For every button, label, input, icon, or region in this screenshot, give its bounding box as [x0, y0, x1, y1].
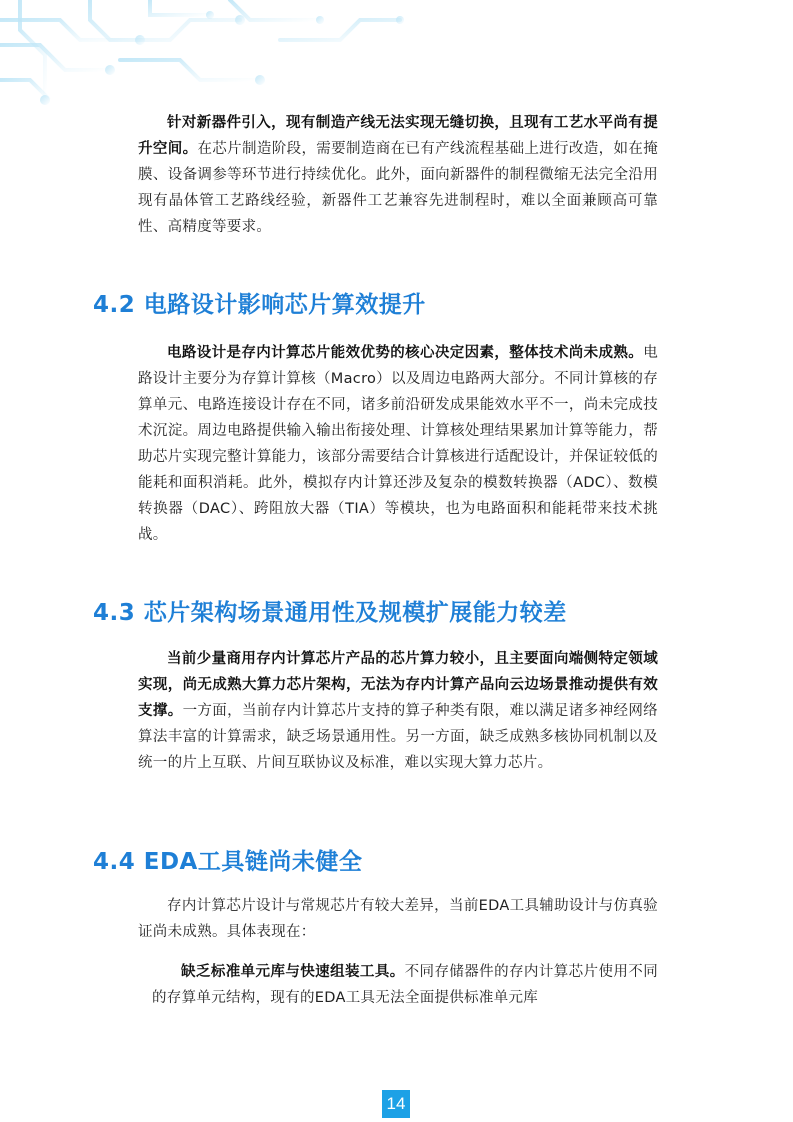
paragraph-bold-lead: 缺乏标准单元库与快速组装工具。	[181, 964, 405, 980]
paragraph-eda-intro: 存内计算芯片设计与常规芯片有较大差异，当前EDA工具辅助设计与仿真验证尚未成熟。具体表现在：	[138, 898, 658, 940]
heading-4-3: 4.3 芯片架构场景通用性及规模扩展能力较差	[93, 600, 567, 626]
paragraph-bold-lead: 针对新器件引入，现有制造产线无法实现无缝切换，且现有工艺水平尚有提升空间。	[138, 115, 658, 157]
paragraph-body: 电路设计主要分为存算计算核（Macro）以及周边电路两大部分。不同计算核的存算单元、电路连接设计存在不同，诸多前沿研发成果能效水平不一，尚未完成技术沉淀。周边电路提供输入输出衔接处理、计算核处理结果累加计算等能力，帮助芯片实现完整计算能力，该部分需要结合计算核进行适配设计，并保证较低的能耗和面积消耗。此外，模拟存内计算还涉及复杂的模数转换器（ADC）、数模转换器（DAC）、跨阻放大器（TIA）等模块，也为电路面积和能耗带来技术挑战。	[138, 345, 658, 543]
page-number: 14	[382, 1090, 410, 1118]
paragraph-circuit-design	[138, 340, 658, 548]
paragraph-body: 一方面，当前存内计算芯片支持的算子种类有限，难以满足诸多神经网络算法丰富的计算需求，缺乏场景通用性。另一方面，缺乏成熟多核协同机制以及统一的片上互联、片间互联协议及标准，难以实现大算力芯片。	[138, 703, 658, 771]
paragraph-new-devices	[138, 110, 658, 240]
circuit-decoration	[0, 0, 420, 110]
paragraph-bold-lead: 当前少量商用存内计算芯片产品的芯片算力较小，且主要面向端侧特定领域实现，尚无成熟大算力芯片架构，无法为存内计算产品向云边场景推动提供有效支撑。	[138, 651, 658, 719]
section-4-4	[138, 893, 658, 1011]
heading-4-2: 4.2 电路设计影响芯片算效提升	[93, 292, 426, 318]
section-4-2	[138, 340, 658, 548]
paragraph-body: 不同存储器件的存内计算芯片使用不同的存算单元结构，现有的EDA工具无法全面提供标准单元库	[152, 964, 658, 1006]
paragraph-architecture	[138, 646, 658, 776]
section-4-3	[138, 646, 658, 776]
section-top	[138, 110, 658, 240]
paragraph-bold-lead: 电路设计是存内计算芯片能效优势的核心决定因素，整体技术尚未成熟。	[167, 345, 644, 361]
heading-4-4: 4.4 EDA工具链尚未健全	[93, 849, 363, 875]
paragraph-body: 在芯片制造阶段，需要制造商在已有产线流程基础上进行改造，如在掩膜、设备调参等环节进行持续优化。此外，面向新器件的制程微缩无法完全沿用现有晶体管工艺路线经验，新器件工艺兼容先进制程时，难以全面兼顾高可靠性、高精度等要求。	[138, 141, 658, 235]
paragraph-eda-library	[138, 959, 658, 1011]
